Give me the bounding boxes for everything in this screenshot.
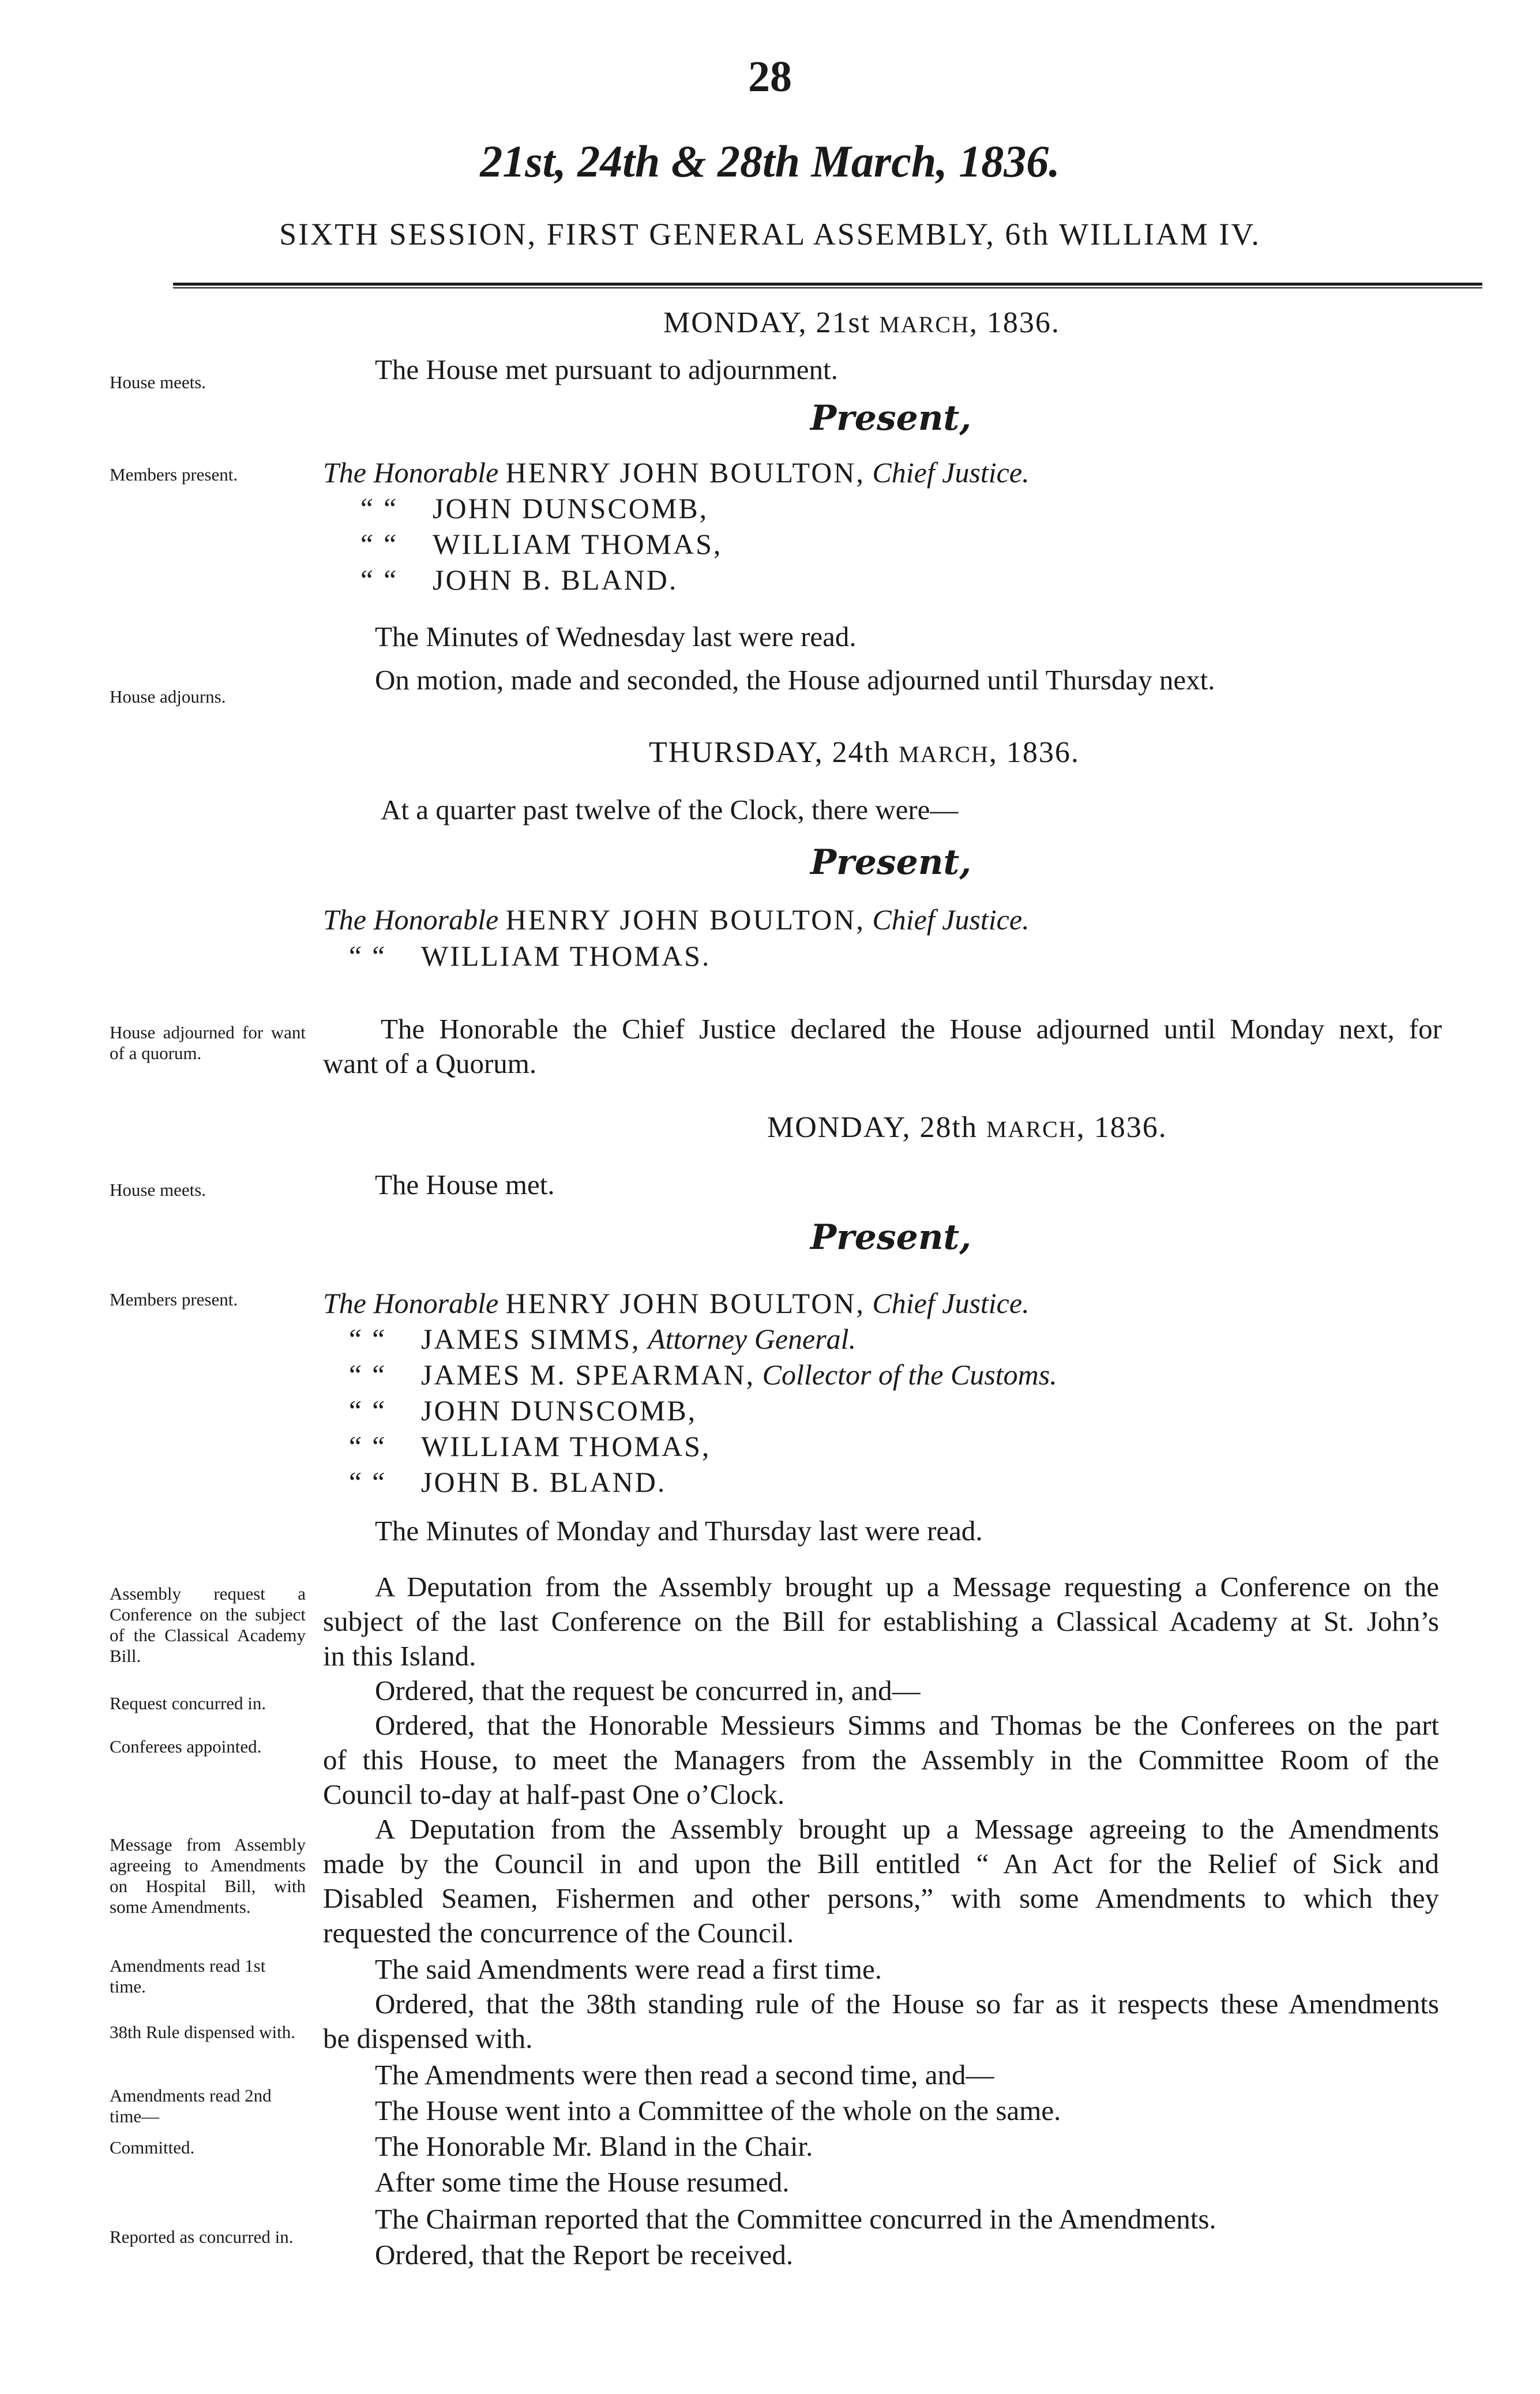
margin-note: Members present. (110, 464, 238, 485)
page-title: 21st, 24th & 28th March, 1836. (480, 136, 1060, 186)
present-heading: Present, (810, 398, 972, 438)
margin-note: 38th Rule dispensed with. (110, 2022, 296, 2042)
member-line: “ “ WILLIAM THOMAS. (346, 940, 711, 972)
paragraph-line: Ordered, that the request be concurred in, and— (375, 1675, 921, 1706)
member-line: “ “ WILLIAM THOMAS, (346, 1430, 711, 1462)
paragraph-line: A Deputation from the Assembly brought up a Message requesting a Conference on the (375, 1571, 1439, 1603)
page-number: 28 (748, 52, 792, 101)
session-heading: SIXTH SESSION, FIRST GENERAL ASSEMBLY, 6th WILLIAM IV. (279, 217, 1261, 252)
house-met-text: The House met. (375, 1169, 555, 1200)
margin-note: House adjourns. (110, 686, 226, 707)
present-heading: Present, (810, 842, 972, 883)
paragraph-line: be dispensed with. (323, 2022, 533, 2054)
member-line: The Honorable HENRY JOHN BOULTON, Chief Justice. (323, 903, 1030, 936)
declared-text: want of a Quorum. (323, 1048, 537, 1079)
paragraph-line: The House went into a Committee of the whole on the same. (375, 2095, 1061, 2126)
declared-text: The Honorable the Chief Justice declared the House adjourned until Monday next, for (381, 1013, 1442, 1045)
header-rule-thin (173, 287, 1482, 288)
time-text: At a quarter past twelve of the Clock, there were— (381, 794, 959, 825)
margin-note: Members present. (110, 1289, 238, 1309)
sitting-date: THURSDAY, 24th MARCH, 1836. (649, 736, 1080, 769)
margin-note: House meets. (110, 372, 206, 392)
member-line: “ “ JOHN DUNSCOMB, (346, 1394, 697, 1427)
margin-note: Request concurred in. (110, 1693, 266, 1713)
member-line: The Honorable HENRY JOHN BOULTON, Chief Justice. (323, 456, 1030, 489)
margin-note: Committed. (110, 2137, 195, 2157)
paragraph-line: Ordered, that the Honorable Messieurs Simms and Thomas be the Conferees on the part (375, 1709, 1439, 1741)
margin-note: House meets. (110, 1180, 206, 1200)
paragraph-line: in this Island. (323, 1640, 476, 1672)
member-line: “ “ JAMES SIMMS, Attorney General. (346, 1323, 857, 1355)
margin-note: Reported as concurred in. (110, 2227, 294, 2247)
margin-note: Amendments read 2nd time— (110, 2085, 272, 2126)
paragraph-line: The Chairman reported that the Committee concurred in the Amendments. (375, 2203, 1216, 2235)
paragraph-line: Disabled Seamen, Fishermen and other persons,” with some Amendments to which they (323, 1882, 1439, 1914)
margin-note: Conferees appointed. (110, 1736, 262, 1757)
paragraph-line: of this House, to meet the Managers from the Assembly in the Committee Room of the (323, 1744, 1439, 1776)
member-line: “ “ JOHN DUNSCOMB, (358, 492, 709, 524)
paragraph-line: The Amendments were then read a second time, and— (375, 2059, 994, 2091)
paragraph-line: A Deputation from the Assembly brought up a Message agreeing to the Amendments (375, 1813, 1439, 1845)
paragraph-line: Ordered, that the 38th standing rule of the House so far as it respects these Amendments (375, 1988, 1439, 2020)
margin-note: Assembly request a Conference on the subject of the Classical Academy Bill. (110, 1584, 306, 1666)
member-line: “ “ JOHN B. BLAND. (346, 1466, 667, 1498)
member-line: The Honorable HENRY JOHN BOULTON, Chief Justice. (323, 1287, 1030, 1319)
margin-note: House adjourned for want of a quorum. (110, 1022, 306, 1063)
paragraph-line: Council to-day at half-past One o’Clock. (323, 1778, 785, 1810)
house-met-text: The House met pursuant to adjournment. (375, 354, 838, 385)
adjourn-text: On motion, made and seconded, the House adjourned until Thursday next. (375, 664, 1215, 696)
member-line: “ “ WILLIAM THOMAS, (358, 528, 723, 560)
paragraph-line: The said Amendments were read a first time. (375, 1953, 882, 1985)
paragraph-line: subject of the last Conference on the Bill for establishing a Classical Academy at St. John’s (323, 1605, 1439, 1637)
paragraph-line: The Honorable Mr. Bland in the Chair. (375, 2130, 813, 2162)
present-heading: Present, (810, 1217, 972, 1258)
paragraph-line: requested the concurrence of the Council. (323, 1917, 794, 1949)
margin-note: Amendments read 1st time. (110, 1956, 266, 1997)
paragraph-line: Ordered, that the Report be received. (375, 2239, 794, 2271)
sitting-date: MONDAY, 21st MARCH, 1836. (663, 306, 1060, 339)
margin-note: Message from Assembly agreeing to Amendments on Hospital Bill, with some Amendments. (110, 1834, 306, 1917)
minutes-text: The Minutes of Monday and Thursday last were read. (375, 1515, 983, 1547)
member-line: “ “ JOHN B. BLAND. (358, 564, 678, 596)
minutes-text: The Minutes of Wednesday last were read. (375, 621, 857, 652)
member-line: “ “ JAMES M. SPEARMAN, Collector of the Customs. (346, 1359, 1057, 1391)
paragraph-line: After some time the House resumed. (375, 2166, 790, 2198)
sitting-date: MONDAY, 28th MARCH, 1836. (767, 1111, 1167, 1144)
paragraph-line: made by the Council in and upon the Bill entitled “ An Act for the Relief of Sick and (323, 1848, 1439, 1879)
header-rule (173, 283, 1482, 286)
